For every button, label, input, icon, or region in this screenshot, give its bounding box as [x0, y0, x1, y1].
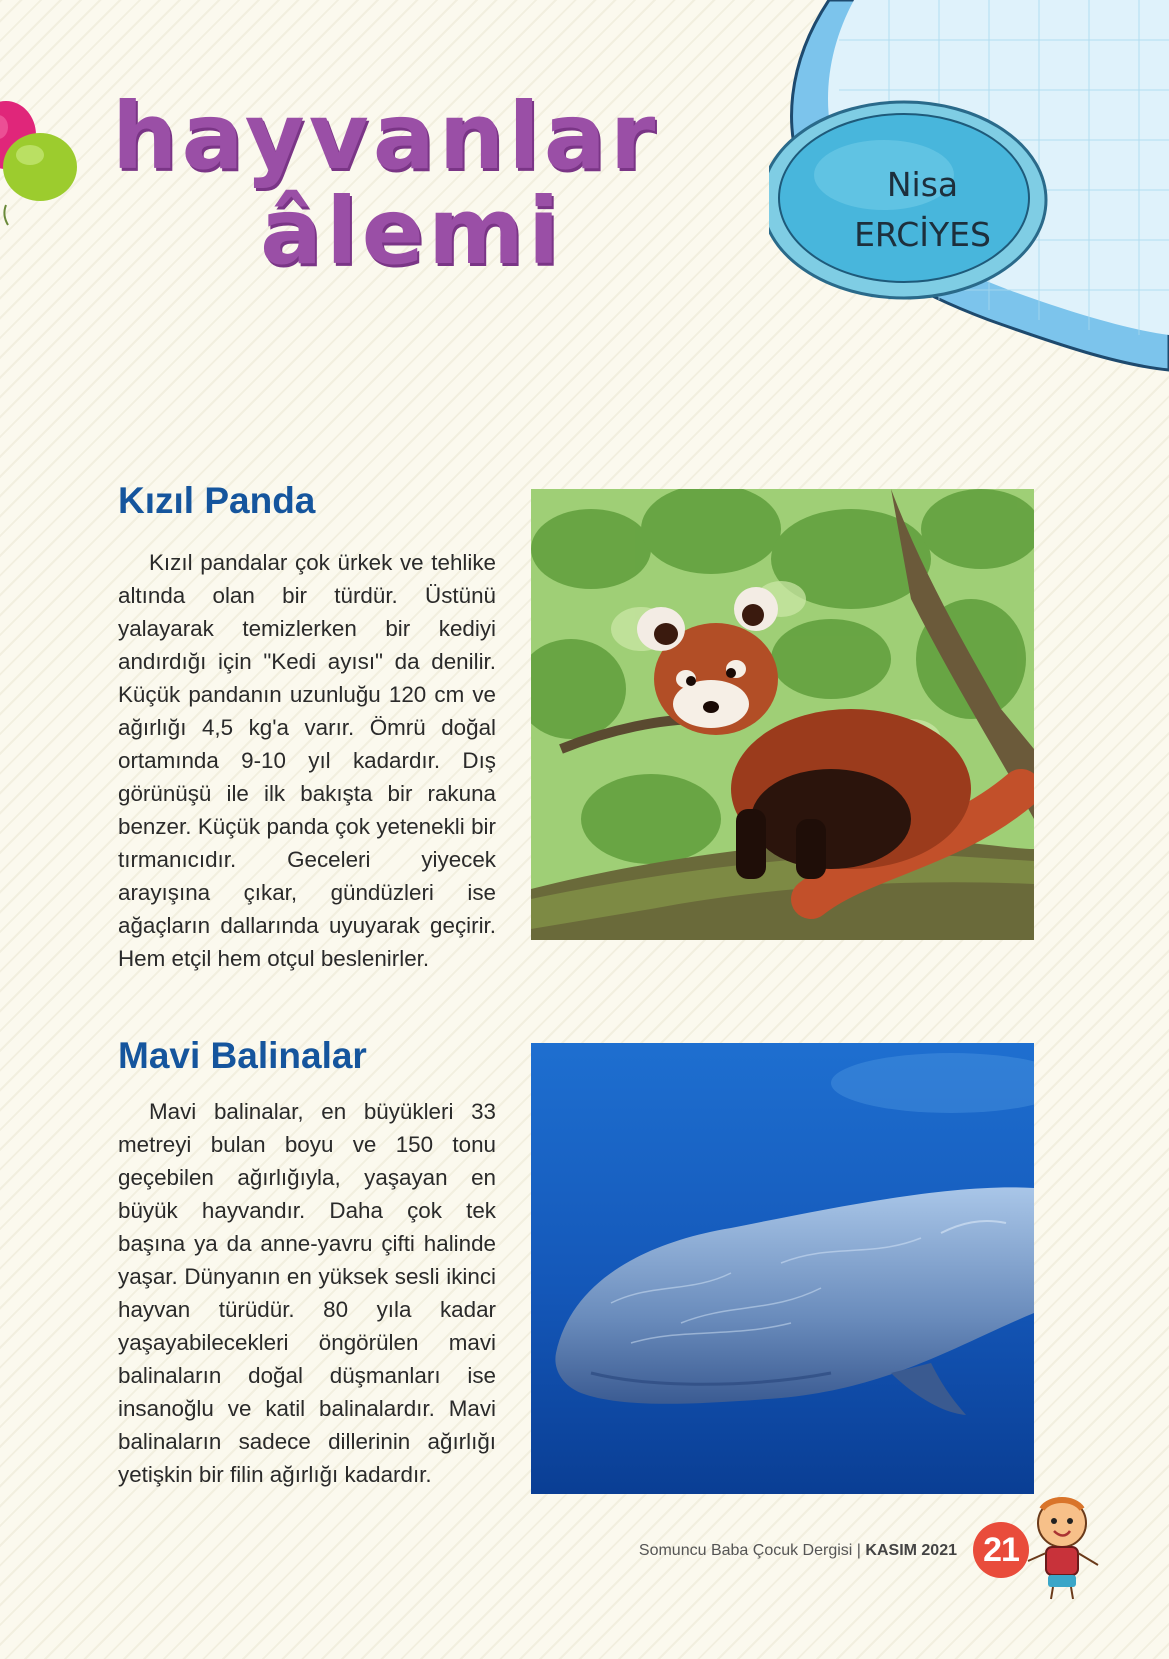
kid-mascot-illustration	[1020, 1495, 1105, 1605]
author-first-name: Nisa	[886, 165, 959, 204]
blue-whale-photo	[531, 1043, 1034, 1494]
red-panda-photo	[531, 489, 1034, 940]
section-text-blue-whale: Mavi balinalar, en büyükleri 33 metreyi bulan boyu ve 150 tonu geçebilen ağırlığıyla, yaşayan en büyük hayvandır. Daha çok tek başına ya da anne-yavru çifti halinde yaşar. Dünyanın en yüksek sesli ikinci hayvan türüdür. 80 yıla kadar yaşayabilecekleri öngörülen mavi balinaların doğal düşmanları ise insanoğlu ve katil balinalardır. Mavi balinaların sadece dillerinin ağırlığı yetişkin bir filin ağırlığı kadardır.	[118, 1099, 496, 1487]
magazine-name: Somuncu Baba Çocuk Dergisi |	[638, 1542, 861, 1559]
author-name	[800, 160, 1045, 260]
title-line-1: hayvanlar	[112, 83, 660, 190]
section-text-red-panda: Kızıl pandalar çok ürkek ve tehlike altında olan bir türdür. Üstünü yalayarak temizlerken bir kediyi andırdığı için "Kedi ayısı" da denilir. Küçük pandanın uzunluğu 120 cm ve ağırlığı 4,5 kg'a varır. Ömrü doğal ortamında 9-10 yıl kadardır. Dış görünüşü ile ilk bakışta bir rakuna benzer. Küçük panda çok yetenekli bir tırmanıcıdır. Geceleri yiyecek arayışına çıkar, gündüzleri ise ağaçların dallarında uyuyarak geçirir. Hem etçil hem otçul beslenirler.	[118, 550, 496, 971]
author-last-name: ERCİYES	[854, 215, 991, 254]
section-heading-red-panda: Kızıl Panda	[118, 480, 316, 521]
footer-credit	[639, 1542, 957, 1560]
title-line-2: âlemi	[260, 178, 564, 285]
page-number-badge: 21	[973, 1522, 1029, 1578]
page-title	[112, 83, 752, 285]
section-heading-blue-whale: Mavi Balinalar	[118, 1035, 367, 1076]
balloons-decoration	[0, 95, 90, 235]
issue-date: KASIM 2021	[865, 1542, 957, 1559]
